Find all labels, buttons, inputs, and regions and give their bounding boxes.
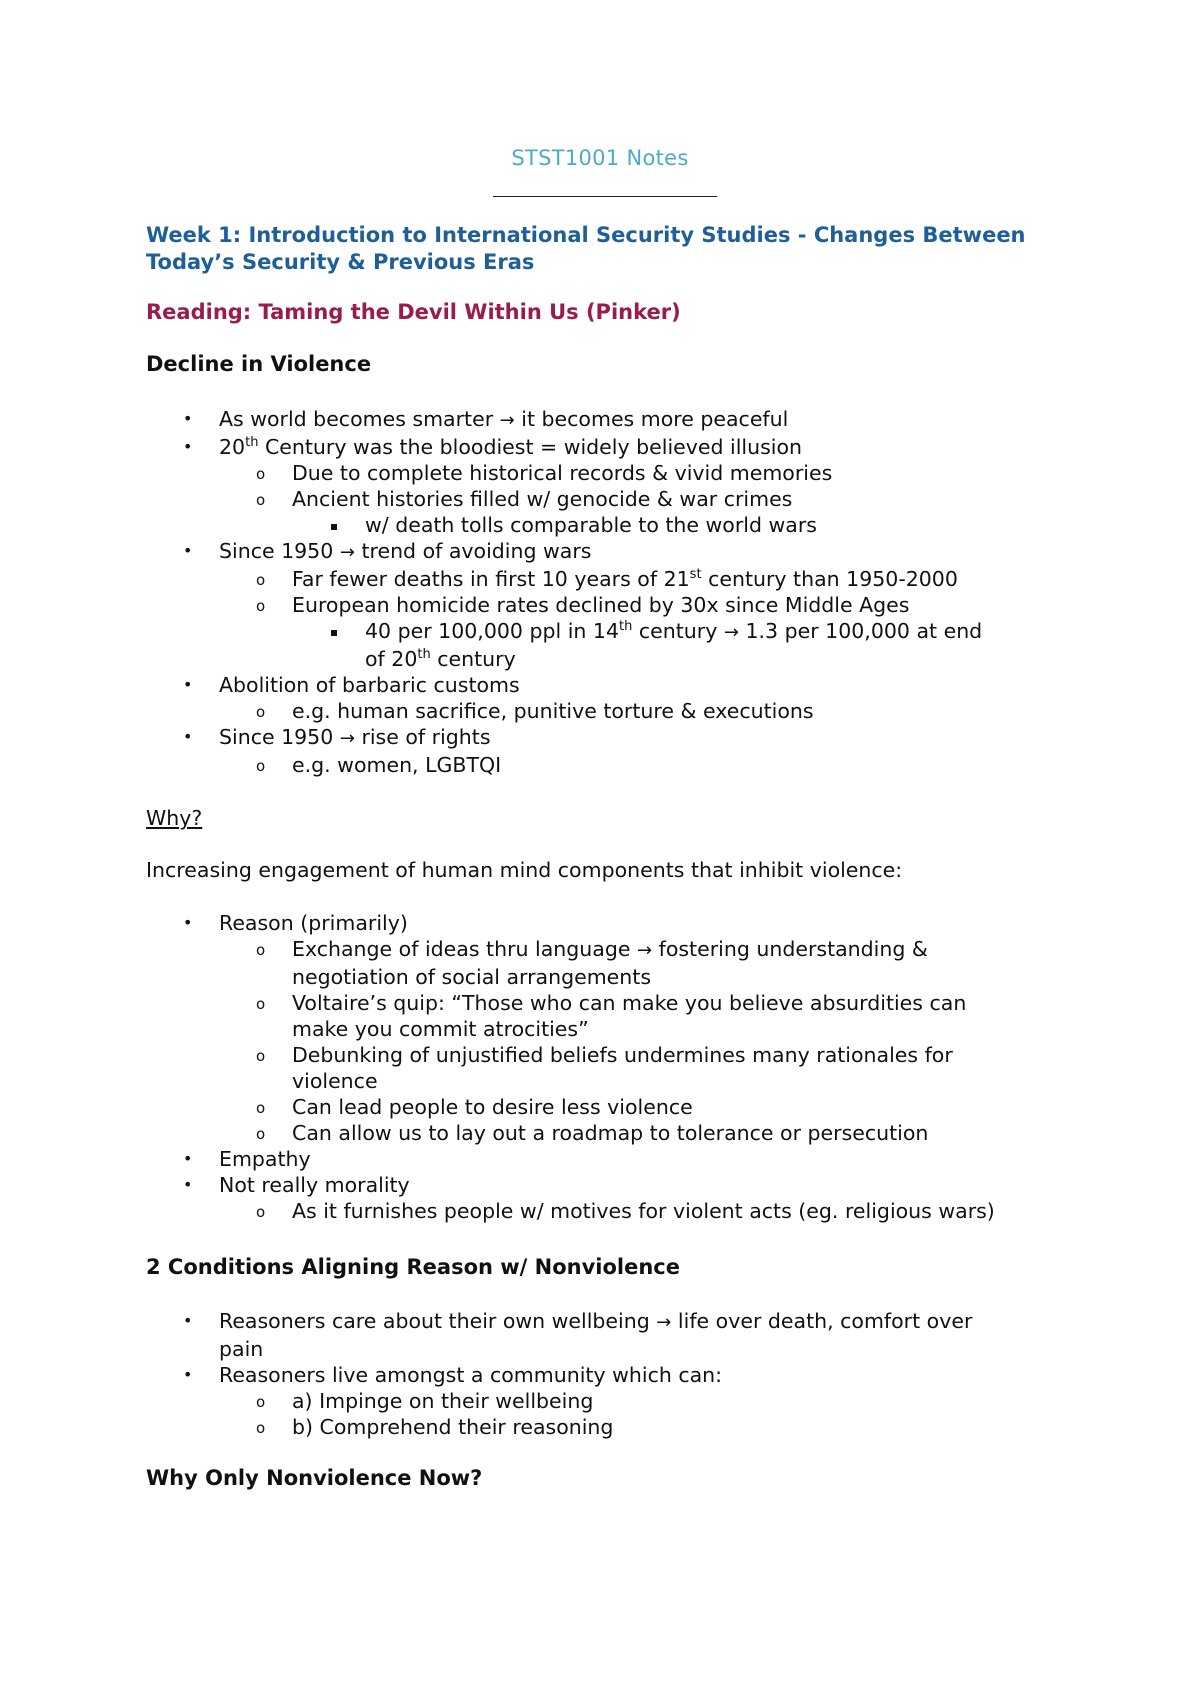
list-item: o a) Impinge on their wellbeing — [256, 1389, 594, 1413]
list-item: • Reasoners care about their own wellbeing → life over death, comfort over — [183, 1309, 973, 1333]
list-item: w/ death tolls comparable to the world wars — [146, 512, 1086, 538]
list-item: o e.g. human sacrifice, punitive torture & executions — [256, 699, 814, 723]
list-item: • Empathy — [183, 1147, 311, 1171]
bullet: o — [256, 597, 266, 615]
bullet: o — [256, 491, 266, 509]
list-item: • As world becomes smarter → it becomes more peaceful — [183, 407, 789, 431]
why-label: Why? — [146, 806, 203, 830]
bullet: o — [256, 703, 266, 721]
list-item: • Since 1950 → trend of avoiding wars — [183, 539, 592, 563]
arrow-icon: → — [636, 940, 653, 961]
list-item: o European homicide rates declined by 30x since Middle Ages — [256, 593, 910, 617]
list-item: o Can allow us to lay out a roadmap to tolerance or persecution — [256, 1121, 929, 1145]
list-item: • Not really morality — [183, 1173, 410, 1197]
bullet: o — [256, 941, 266, 959]
section-heading-why-nonviolence: Why Only Nonviolence Now? — [146, 1466, 483, 1490]
bullet: • — [183, 541, 193, 560]
list-item: o Voltaire’s quip: “Those who can make you believe absurdities can — [256, 991, 967, 1015]
list-item: o Ancient histories filled w/ genocide & war crimes — [256, 487, 793, 511]
list-item-continued: make you commit atrocities” — [292, 1017, 589, 1041]
reason-list — [146, 910, 1086, 1224]
conditions-list — [146, 1308, 1086, 1440]
list-item-continued: violence — [292, 1069, 378, 1093]
list-item: • Reasoners live amongst a community which can: — [183, 1363, 723, 1387]
arrow-icon: → — [723, 622, 739, 643]
arrow-icon: → — [339, 728, 355, 749]
list-item-continued: of 20th century — [365, 647, 516, 671]
list-item: o Exchange of ideas thru language → fostering understanding & — [256, 937, 928, 961]
list-item: • Since 1950 → rise of rights — [183, 725, 491, 749]
list-item-continued: negotiation of social arrangements — [292, 965, 652, 989]
section-heading-decline: Decline in Violence — [146, 352, 372, 376]
bullet: o — [256, 1047, 266, 1065]
arrow-icon: → — [499, 410, 515, 431]
list-item: o e.g. women, LGBTQI — [256, 753, 502, 777]
bullet: • — [183, 437, 193, 456]
bullet: o — [256, 571, 266, 589]
week-heading: Week 1: Introduction to International Security Studies - Changes Between Today’s Security & Previous Eras — [146, 223, 1026, 274]
document-title: STST1001 Notes — [511, 146, 689, 170]
reading-heading: Reading: Taming the Devil Within Us (Pinker) — [146, 300, 681, 324]
bullet: o — [256, 1099, 266, 1117]
bullet — [331, 620, 337, 646]
bullet: • — [183, 727, 193, 746]
arrow-icon: → — [656, 1312, 672, 1333]
list-item: • 20th Century was the bloodiest = widely believed illusion — [183, 435, 803, 459]
bullet: • — [183, 1175, 193, 1194]
why-intro: Increasing engagement of human mind components that inhibit violence: — [146, 858, 903, 882]
bullet: o — [256, 1203, 266, 1221]
bullet: o — [256, 1393, 266, 1411]
list-item: 40 per 100,000 ppl in 14th century → 1.3 per 100,000 at end — [146, 618, 1086, 646]
bullet: o — [256, 1125, 266, 1143]
bullet: o — [256, 1419, 266, 1437]
arrow-icon: → — [339, 542, 355, 563]
decline-list — [146, 406, 1086, 778]
bullet: o — [256, 995, 266, 1013]
list-item: • Reason (primarily) — [183, 911, 408, 935]
list-item: • Abolition of barbaric customs — [183, 673, 520, 697]
title-underline — [493, 196, 717, 197]
bullet: • — [183, 1311, 193, 1330]
bullet: • — [183, 1149, 193, 1168]
list-item-continued: pain — [219, 1337, 264, 1361]
bullet: • — [183, 1365, 193, 1384]
bullet: • — [183, 675, 193, 694]
list-item: o As it furnishes people w/ motives for violent acts (eg. religious wars) — [256, 1199, 995, 1223]
list-item: o Debunking of unjustified beliefs undermines many rationales for — [256, 1043, 953, 1067]
bullet: • — [183, 409, 193, 428]
bullet: o — [256, 465, 266, 483]
section-heading-conditions: 2 Conditions Aligning Reason w/ Nonviolence — [146, 1255, 680, 1279]
bullet: • — [183, 913, 193, 932]
bullet: o — [256, 757, 266, 775]
list-item: o Due to complete historical records & vivid memories — [256, 461, 833, 485]
list-item: o b) Comprehend their reasoning — [256, 1415, 614, 1439]
list-item: o Far fewer deaths in first 10 years of 21st century than 1950-2000 — [256, 567, 958, 591]
list-item: o Can lead people to desire less violence — [256, 1095, 693, 1119]
bullet — [331, 514, 337, 540]
